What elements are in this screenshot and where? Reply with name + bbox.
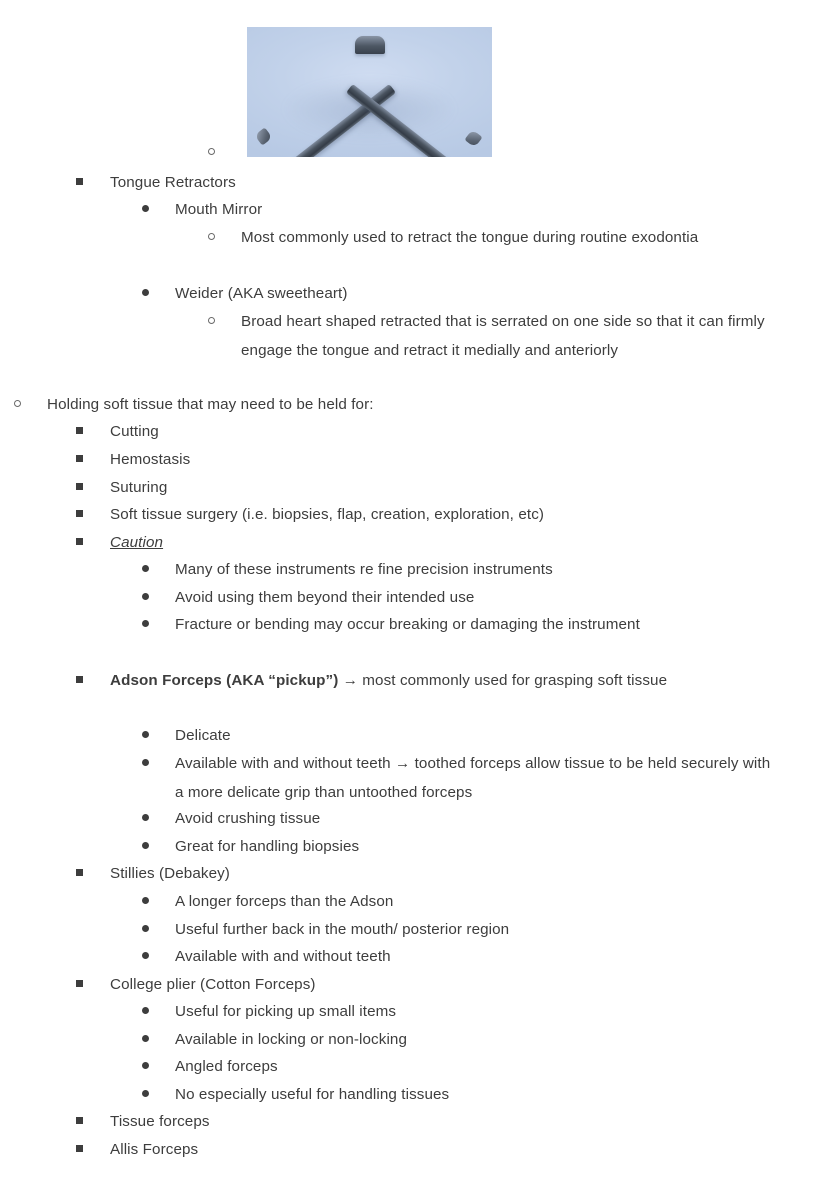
outline-item-weider-detail <box>208 307 781 365</box>
outline-item-label: Cutting <box>110 423 159 440</box>
dot-bullet-icon <box>142 1025 156 1054</box>
dot-bullet-icon <box>142 610 156 639</box>
outline-item-label: Hemostasis <box>110 451 191 468</box>
dot-bullet-icon <box>142 942 156 971</box>
dot-bullet-icon <box>142 915 156 944</box>
outline-item-text <box>175 721 775 750</box>
circle-bullet-icon <box>208 223 222 252</box>
outline-item-label: Fracture or bending may occur breaking or damaging the instrument <box>175 616 640 633</box>
outline-item-college-1 <box>142 997 775 1026</box>
outline-item-mouth-mirror-detail <box>208 223 781 252</box>
square-bullet-icon <box>76 528 90 557</box>
outline-item-text <box>110 473 770 502</box>
square-bullet-icon <box>76 1107 90 1136</box>
outline-item-text <box>175 997 775 1026</box>
dot-bullet-icon <box>142 1052 156 1081</box>
outline-item-text <box>175 887 775 916</box>
square-bullet-icon <box>76 473 90 502</box>
outline-item-adson-1 <box>142 721 775 750</box>
outline-item-emphasis: Adson Forceps (AKA “pickup”) <box>110 672 343 689</box>
square-bullet-icon <box>76 666 90 695</box>
outline-item-text <box>110 970 770 999</box>
outline-item-text <box>110 417 770 446</box>
circle-bullet-icon <box>14 390 28 419</box>
outline-item-stillies <box>76 859 770 888</box>
outline-item-text <box>175 1025 775 1054</box>
outline-item-hemostasis <box>76 445 770 474</box>
outline-item-college-4 <box>142 1080 775 1109</box>
outline-item-label: Angled forceps <box>175 1058 278 1075</box>
outline-item-cutting <box>76 417 770 446</box>
outline-item-text <box>110 445 770 474</box>
outline-item-label: A longer forceps than the Adson <box>175 893 394 910</box>
outline-item-caution <box>76 528 770 557</box>
outline-item-text <box>175 195 775 224</box>
dot-bullet-icon <box>142 583 156 612</box>
outline-item-text <box>175 749 775 807</box>
outline-item-label: Suturing <box>110 479 168 496</box>
outline-item-adson-4 <box>142 832 775 861</box>
outline-item-text <box>241 307 781 365</box>
square-bullet-icon <box>76 445 90 474</box>
outline-item-text <box>110 859 770 888</box>
square-bullet-icon <box>76 500 90 529</box>
outline-item-text <box>110 528 770 557</box>
outline-item-text <box>175 832 775 861</box>
outline-item-tissue-forceps <box>76 1107 770 1136</box>
outline-item-label: Useful for picking up small items <box>175 1003 397 1020</box>
circle-bullet-icon <box>208 307 222 336</box>
dot-bullet-icon <box>142 195 156 224</box>
outline-item-label: No especially useful for handling tissues <box>175 1086 450 1103</box>
dot-bullet-icon <box>142 749 156 778</box>
outline-item-tongue-retractors <box>76 168 770 197</box>
outline-item-text <box>175 610 775 639</box>
square-bullet-icon <box>76 417 90 446</box>
outline-item-holding-soft-tissue <box>14 390 707 419</box>
outline-item-college-2 <box>142 1025 775 1054</box>
outline-item-text <box>110 1135 770 1164</box>
square-bullet-icon <box>76 168 90 197</box>
outline-item-label: Mouth Mirror <box>175 201 263 218</box>
outline-item-fig-bullet <box>208 138 781 167</box>
outline-item-adson-2 <box>142 749 775 807</box>
retractor-apex <box>355 36 385 54</box>
outline-item-adson-3 <box>142 804 775 833</box>
outline-item-caution-2 <box>142 583 775 612</box>
outline-item-college-3 <box>142 1052 775 1081</box>
dot-bullet-icon <box>142 279 156 308</box>
outline-item-weider <box>142 279 775 308</box>
outline-item-label: College plier (Cotton Forceps) <box>110 976 316 993</box>
outline-item-label: Many of these instruments re fine precision instruments <box>175 561 553 578</box>
outline-item-label: Most commonly used to retract the tongue during routine exodontia <box>241 229 699 246</box>
outline-item-label: Great for handling biopsies <box>175 838 360 855</box>
dot-bullet-icon <box>142 721 156 750</box>
outline-item-label: Soft tissue surgery (i.e. biopsies, flap, creation, exploration, etc) <box>110 506 545 523</box>
outline-item-label: Avoid using them beyond their intended use <box>175 589 475 606</box>
outline-item-mouth-mirror <box>142 195 775 224</box>
outline-item-text <box>241 223 781 252</box>
outline-item-label: Useful further back in the mouth/ posterior region <box>175 921 510 938</box>
outline-item-label: Broad heart shaped retracted that is serrated on one side so that it can firmly engage the tongue and retract it medially and anteriorly <box>241 313 770 359</box>
outline-item-label: Allis Forceps <box>110 1141 199 1158</box>
dot-bullet-icon <box>142 555 156 584</box>
outline-item-text <box>175 1052 775 1081</box>
outline-item-label: Available with and without teeth → toothed forceps allow tissue to be held securely with a more delicate grip than untoothed forceps <box>175 755 775 801</box>
outline-item-caution-1 <box>142 555 775 584</box>
outline-item-stillies-1 <box>142 887 775 916</box>
outline-item-stillies-3 <box>142 942 775 971</box>
outline-item-text <box>110 1107 770 1136</box>
outline-item-stillies-2 <box>142 915 775 944</box>
dot-bullet-icon <box>142 804 156 833</box>
outline-item-label: Tongue Retractors <box>110 174 236 191</box>
outline-item-text <box>110 168 770 197</box>
dot-bullet-icon <box>142 832 156 861</box>
outline-item-text <box>175 804 775 833</box>
outline-item-text <box>175 279 775 308</box>
outline-item-allis-forceps <box>76 1135 770 1164</box>
dot-bullet-icon <box>142 997 156 1026</box>
dot-bullet-icon <box>142 1080 156 1109</box>
outline-item-college-plier <box>76 970 770 999</box>
outline-item-text <box>175 942 775 971</box>
outline-item-label: Caution <box>110 534 164 551</box>
outline-item-label: Stillies (Debakey) <box>110 865 230 882</box>
outline-item-label: Avoid crushing tissue <box>175 810 321 827</box>
outline-item-text <box>110 500 770 529</box>
outline-item-label: Available in locking or non-locking <box>175 1031 408 1048</box>
circle-bullet-icon <box>208 138 222 167</box>
square-bullet-icon <box>76 1135 90 1164</box>
outline-item-caution-3 <box>142 610 775 639</box>
outline-item-suturing <box>76 473 770 502</box>
outline-item-text <box>175 583 775 612</box>
outline-item-label: Holding soft tissue that may need to be held for: <box>47 396 374 413</box>
outline-item-text <box>175 1080 775 1109</box>
square-bullet-icon <box>76 970 90 999</box>
outline-item-label: Weider (AKA sweetheart) <box>175 285 348 302</box>
outline-item-rest: → most commonly used for grasping soft tissue <box>342 672 668 689</box>
outline-item-text <box>47 390 707 419</box>
outline-item-label: Tissue forceps <box>110 1113 210 1130</box>
outline-item-label: Delicate <box>175 727 231 744</box>
square-bullet-icon <box>76 859 90 888</box>
outline-item-soft-tissue-surgery <box>76 500 770 529</box>
outline-item-adson-forceps <box>76 666 770 695</box>
outline-item-label: Available with and without teeth <box>175 948 391 965</box>
outline-item-text <box>175 915 775 944</box>
outline-item-text <box>110 666 770 695</box>
dot-bullet-icon <box>142 887 156 916</box>
outline-item-text <box>175 555 775 584</box>
